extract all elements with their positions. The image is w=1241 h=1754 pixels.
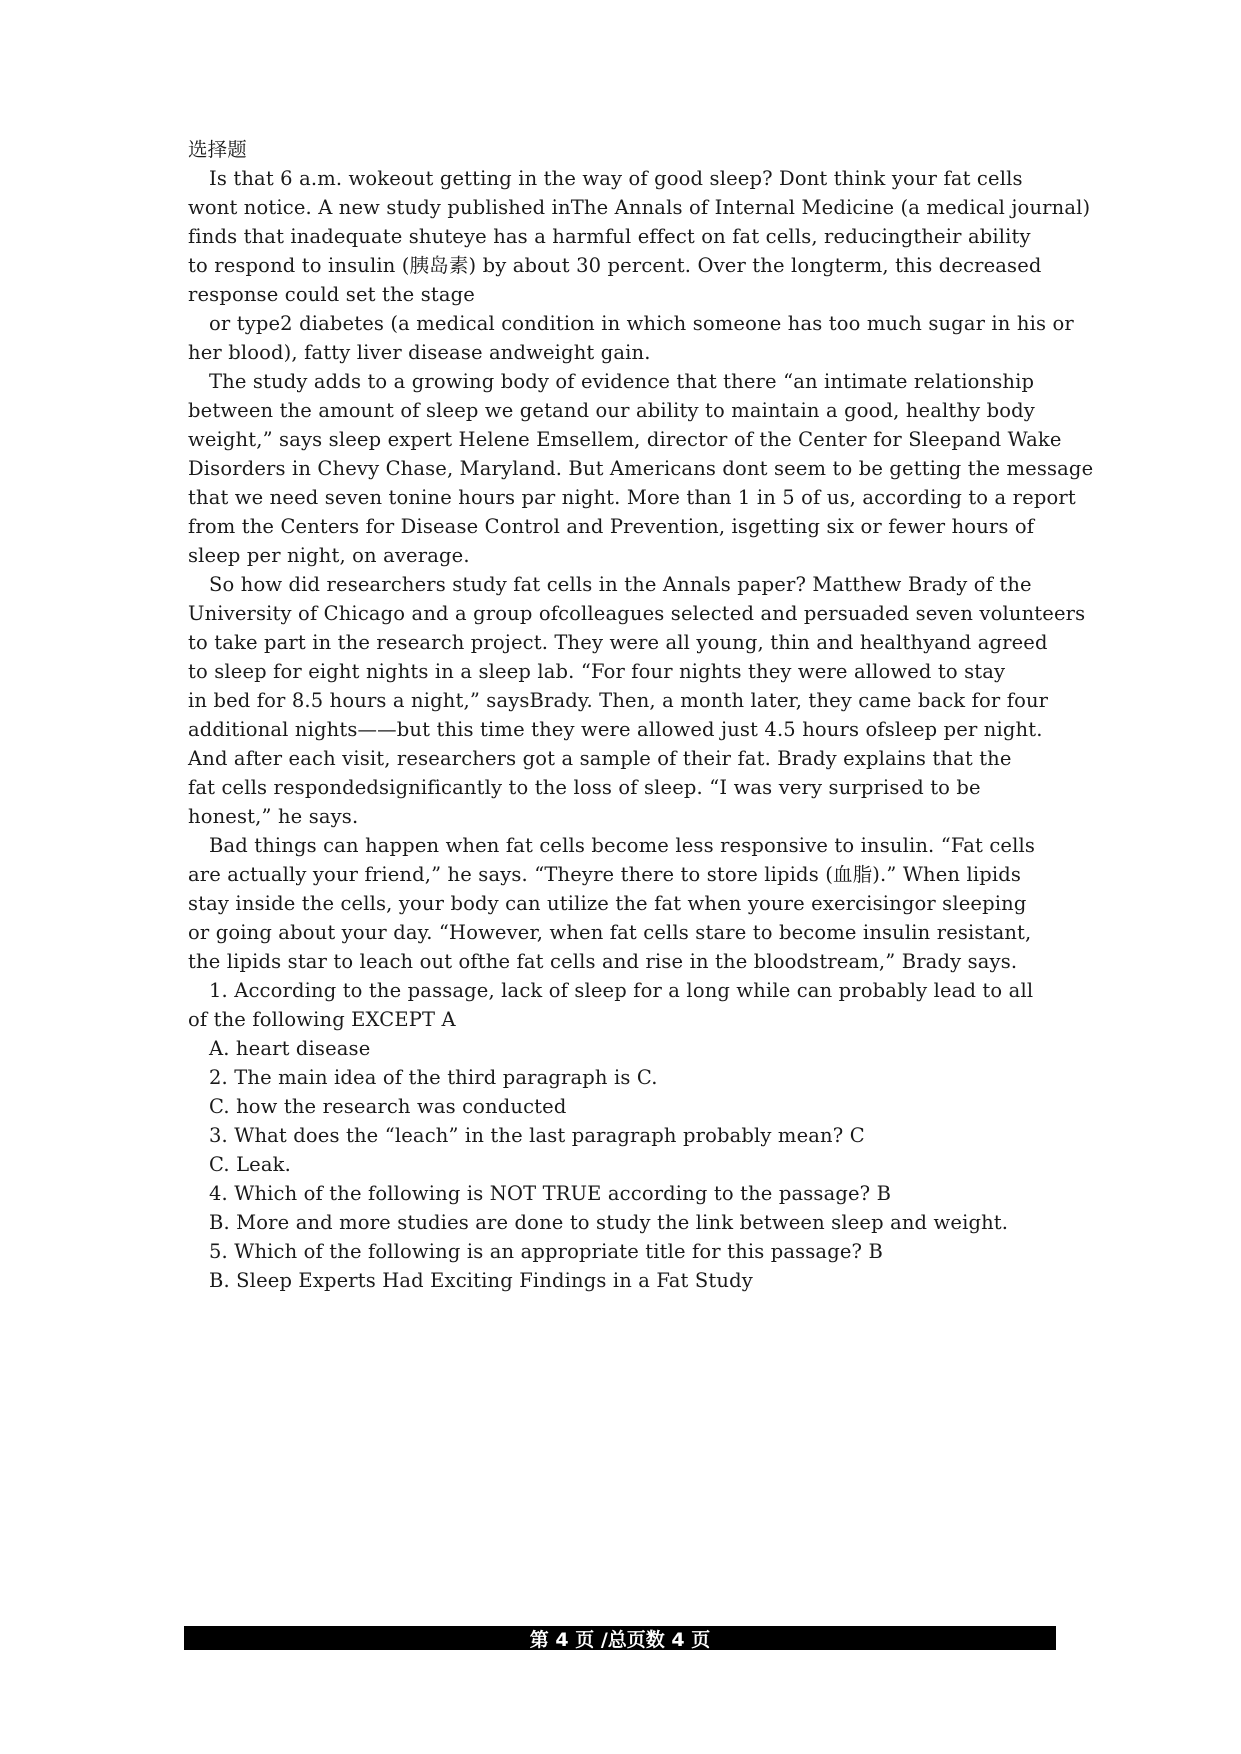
passage-line: or type2 diabetes (a medical condition in which someone has too much sugar in his or <box>209 312 1074 335</box>
passage-line: to take part in the research project. They were all young, thin and healthyand agreed <box>188 631 1048 654</box>
passage-line: to respond to insulin (胰岛素) by about 30 percent. Over the longterm, this decreased <box>188 254 1042 277</box>
passage-line: The study adds to a growing body of evidence that there “an intimate relationship <box>209 370 1035 393</box>
page-footer <box>184 1626 1056 1650</box>
question-line: 2. The main idea of the third paragraph is C. <box>209 1066 658 1089</box>
passage-line: finds that inadequate shuteye has a harmful effect on fat cells, reducingtheir ability <box>188 225 1031 248</box>
passage-line: response could set the stage <box>188 283 475 306</box>
passage-line: weight,” says sleep expert Helene Emsellem, director of the Center for Sleepand Wake <box>188 428 1062 451</box>
answer-line: C. Leak. <box>209 1153 291 1176</box>
passage-line: are actually your friend,” he says. “Theyre there to store lipids (血脂).” When lipids <box>188 863 1022 886</box>
passage-line: the lipids star to leach out ofthe fat cells and rise in the bloodstream,” Brady says. <box>188 950 1018 973</box>
passage-line: fat cells respondedsignificantly to the loss of sleep. “I was very surprised to be <box>188 776 981 799</box>
passage-line: additional nights——but this time they were allowed just 4.5 hours ofsleep per night. <box>188 718 1043 741</box>
answer-line: C. how the research was conducted <box>209 1095 567 1118</box>
section-title: 选择题 <box>188 138 247 161</box>
question-line: of the following EXCEPT A <box>188 1008 456 1031</box>
passage-line: in bed for 8.5 hours a night,” saysBrady. Then, a month later, they came back for four <box>188 689 1049 712</box>
passage-line: Is that 6 a.m. wokeout getting in the way of good sleep? Dont think your fat cells <box>209 167 1023 190</box>
question-line: 1. According to the passage, lack of sleep for a long while can probably lead to all <box>209 979 1034 1002</box>
question-line: 4. Which of the following is NOT TRUE according to the passage? B <box>209 1182 892 1205</box>
passage-line: between the amount of sleep we getand our ability to maintain a good, healthy body <box>188 399 1035 422</box>
page-number-text: 第 4 页 /总页数 4 页 <box>529 1628 711 1651</box>
passage-line: Bad things can happen when fat cells become less responsive to insulin. “Fat cells <box>209 834 1036 857</box>
passage-line: And after each visit, researchers got a sample of their fat. Brady explains that the <box>188 747 1012 770</box>
answer-line: B. Sleep Experts Had Exciting Findings in a Fat Study <box>209 1269 753 1292</box>
passage-line: her blood), fatty liver disease andweight gain. <box>188 341 651 364</box>
passage-line: University of Chicago and a group ofcolleagues selected and persuaded seven volunteers <box>188 602 1086 625</box>
passage-line: to sleep for eight nights in a sleep lab. “For four nights they were allowed to stay <box>188 660 1006 683</box>
passage-line: wont notice. A new study published inThe Annals of Internal Medicine (a medical journal) <box>188 196 1091 219</box>
question-line: 3. What does the “leach” in the last paragraph probably mean? C <box>209 1124 865 1147</box>
passage-line: stay inside the cells, your body can utilize the fat when youre exercisingor sleeping <box>188 892 1027 915</box>
answer-line: A. heart disease <box>209 1037 371 1060</box>
passage-line: So how did researchers study fat cells in the Annals paper? Matthew Brady of the <box>209 573 1032 596</box>
question-line: 5. Which of the following is an appropriate title for this passage? B <box>209 1240 883 1263</box>
passage-line: sleep per night, on average. <box>188 544 470 567</box>
passage-line: Disorders in Chevy Chase, Maryland. But Americans dont seem to be getting the message <box>188 457 1094 480</box>
passage-line: or going about your day. “However, when fat cells stare to become insulin resistant, <box>188 921 1032 944</box>
passage-line: that we need seven tonine hours par night. More than 1 in 5 of us, according to a report <box>188 486 1076 509</box>
answer-line: B. More and more studies are done to study the link between sleep and weight. <box>209 1211 1009 1234</box>
passage-line: from the Centers for Disease Control and Prevention, isgetting six or fewer hours of <box>188 515 1035 538</box>
passage-line: honest,” he says. <box>188 805 359 828</box>
